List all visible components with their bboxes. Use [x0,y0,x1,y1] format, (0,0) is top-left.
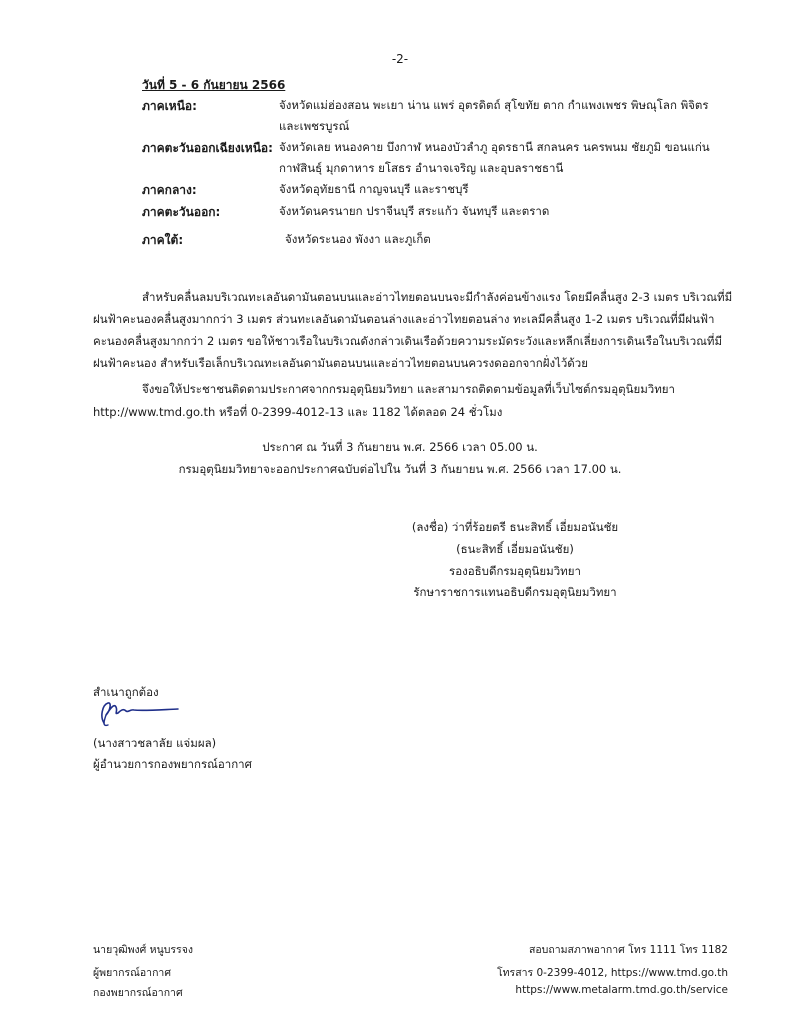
region-label-south: ภาคใต้: [142,233,184,247]
forecaster-division: กองพยากรณ์อากาศ [93,987,183,999]
contact-fax-website: โทรสาร 0-2399-4012, https://www.tmd.go.th [497,967,728,979]
region-label-east: ภาคตะวันออก: [142,205,221,219]
follow-paragraph-line2: http://www.tmd.go.th หรือที่ 0-2399-4012-13 และ 1182 ได้ตลอด 24 ชั่วโมง [93,405,503,419]
region-text-northeast-line2: กาฬสินธุ์ มุกดาหาร ยโสธร อำนาจเจริญ และอุบลราชธานี [279,161,564,175]
region-label-north: ภาคเหนือ: [142,99,197,113]
region-text-central: จังหวัดอุทัยธานี กาญจนบุรี และราชบุรี [279,182,469,196]
date-heading: วันที่ 5 - 6 กันยายน 2566 [142,78,286,92]
forecaster-title: ผู้พยากรณ์อากาศ [93,967,171,979]
region-text-north-line1: จังหวัดแม่ฮ่องสอน พะเยา น่าน แพร่ อุตรดิตถ์ สุโขทัย ตาก กำแพงเพชร พิษณุโลก พิจิตร [279,98,709,112]
forecaster-name: นายวุฒิพงศ์ หนูบรรจง [93,944,193,956]
next-announce-date: กรมอุตุนิยมวิทยาจะออกประกาศฉบับต่อไปใน วันที่ 3 กันยายน พ.ศ. 2566 เวลา 17.00 น. [178,462,622,476]
handwritten-signature [96,697,186,729]
follow-paragraph-line1: จึงขอให้ประชาชนติดตามประกาศจากกรมอุตุนิยมวิทยา และสามารถติดตามข้อมูลที่เว็บไซต์กรมอุตุนิยมวิทยา [142,382,676,396]
wave-paragraph-line2: ฝนฟ้าคะนองคลื่นสูงมากกว่า 3 เมตร ส่วนทะเลอันดามันตอนล่างและอ่าวไทยตอนล่าง ทะเลมีคลื่นสูง 1-2 เมตร บริเวณที่มีฝนฟ้า [93,312,715,326]
region-text-east: จังหวัดนครนายก ปราจีนบุรี สระแก้ว จันทบุรี และตราด [279,204,550,218]
contact-phone: สอบถามสภาพอากาศ โทร 1111 โทร 1182 [528,944,728,956]
region-text-north-line2: และเพชรบูรณ์ [279,119,350,133]
signatory-acting-position: รักษาราชการแทนอธิบดีกรมอุตุนิยมวิทยา [413,585,617,599]
signatory-position: รองอธิบดีกรมอุตุนิยมวิทยา [449,564,581,578]
region-label-northeast: ภาคตะวันออกเฉียงเหนือ: [142,141,273,155]
wave-paragraph-line1: สำหรับคลื่นลมบริเวณทะเลอันดามันตอนบนและอ่าวไทยตอนบนจะมีกำลังค่อนข้างแรง โดยมีคลื่นสูง 2-3 เมตร บริเวณที่มี [142,290,733,304]
wave-paragraph-line4: ฝนฟ้าคะนอง สำหรับเรือเล็กบริเวณทะเลอันดามันตอนบนและอ่าวไทยตอนบนควรงดออกจากฝั่งไว้ด้วย [93,356,588,370]
region-label-central: ภาคกลาง: [142,183,197,197]
announce-date: ประกาศ ณ วันที่ 3 กันยายน พ.ศ. 2566 เวลา 05.00 น. [262,440,538,454]
wave-paragraph-line3: คะนองคลื่นสูงมากกว่า 2 เมตร ขอให้ชาวเรือในบริเวณดังกล่าวเดินเรือด้วยความระมัดระวังและหลีกเลี่ยงการเดินเรือในบริเวณที่มี [93,334,723,348]
certified-copy-heading: สำเนาถูกต้อง [93,685,159,699]
contact-service-link[interactable]: https://www.metalarm.tmd.go.th/service [515,984,728,996]
region-text-northeast-line1: จังหวัดเลย หนองคาย บึงกาฬ หนองบัวลำภู อุดรธานี สกลนคร นครพนม ชัยภูมิ ขอนแก่น [279,140,710,154]
signed-name-line: (ลงชื่อ) ว่าที่ร้อยตรี ธนะสิทธิ์ เอี่ยมอนันชัย [411,520,619,534]
signatory-name: (ธนะสิทธิ์ เอี่ยมอนันชัย) [456,542,574,556]
page-number: -2- [391,52,409,66]
certified-name: (นางสาวชลาลัย แจ่มผล) [93,736,217,750]
region-text-south: จังหวัดระนอง พังงา และภูเก็ต [285,232,431,246]
certified-position: ผู้อำนวยการกองพยากรณ์อากาศ [93,757,252,771]
